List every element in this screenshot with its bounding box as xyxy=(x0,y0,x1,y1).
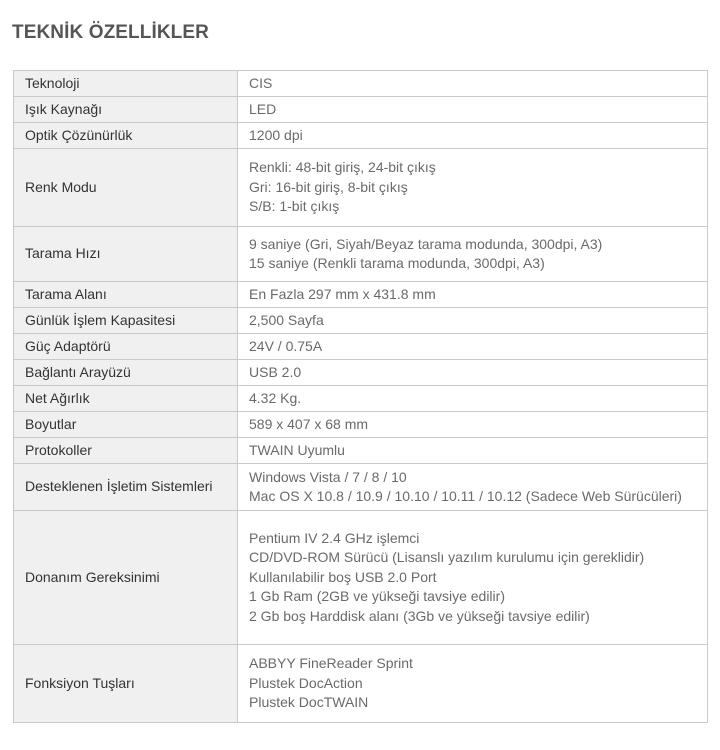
spec-value xyxy=(238,149,708,227)
spec-value-line: S/B: 1-bit çıkış xyxy=(249,198,340,215)
spec-label: Günlük İşlem Kapasitesi xyxy=(14,308,238,334)
spec-row xyxy=(14,464,708,511)
spec-value xyxy=(238,645,708,723)
spec-label: Tarama Hızı xyxy=(14,227,238,282)
spec-label: Işık Kaynağı xyxy=(14,97,238,123)
spec-row xyxy=(14,227,708,282)
spec-value-line: 4.32 Kg. xyxy=(249,389,302,406)
spec-value-line: 1200 dpi xyxy=(249,126,303,143)
spec-value xyxy=(238,438,708,464)
spec-value-line: 589 x 407 x 68 mm xyxy=(249,415,369,432)
spec-row xyxy=(14,360,708,386)
spec-value xyxy=(238,308,708,334)
spec-value-line: Plustek DocAction xyxy=(249,674,363,691)
spec-value-line: Mac OS X 10.8 / 10.9 / 10.10 / 10.11 / 10.12 (Sadece Web Sürücüleri) xyxy=(249,488,682,504)
spec-value xyxy=(238,511,708,645)
spec-value-line: Plustek DocTWAIN xyxy=(249,694,369,711)
spec-value-line: ABBYY FineReader Sprint xyxy=(249,655,413,672)
spec-value-line: Windows Vista / 7 / 8 / 10 xyxy=(249,468,407,485)
spec-value-line: 15 saniye (Renkli tarama modunda, 300dpi, A3) xyxy=(249,255,545,271)
spec-value xyxy=(238,282,708,308)
spec-row xyxy=(14,412,708,438)
spec-label: Optik Çözünürlük xyxy=(14,123,238,149)
spec-value-line: USB 2.0 xyxy=(249,363,302,380)
spec-label: Fonksiyon Tuşları xyxy=(14,645,238,723)
spec-value-line: En Fazla 297 mm x 431.8 mm xyxy=(249,285,436,302)
spec-value-line: 1 Gb Ram (2GB ve yükseği tavsiye edilir) xyxy=(249,588,505,605)
spec-label: Donanım Gereksinimi xyxy=(14,511,238,645)
spec-row xyxy=(14,282,708,308)
spec-label: Teknoloji xyxy=(14,71,238,97)
spec-value xyxy=(238,412,708,438)
spec-row xyxy=(14,97,708,123)
spec-row xyxy=(14,438,708,464)
specifications-table xyxy=(13,70,708,723)
spec-label: Net Ağırlık xyxy=(14,386,238,412)
spec-label: Güç Adaptörü xyxy=(14,334,238,360)
spec-row xyxy=(14,71,708,97)
spec-row xyxy=(14,308,708,334)
spec-value xyxy=(238,123,708,149)
spec-row xyxy=(14,645,708,723)
spec-value-line: Renkli: 48-bit giriş, 24-bit çıkış xyxy=(249,159,436,176)
spec-value-line: TWAIN Uyumlu xyxy=(249,441,345,458)
spec-label: Renk Modu xyxy=(14,149,238,227)
spec-value xyxy=(238,227,708,282)
spec-row xyxy=(14,123,708,149)
spec-value xyxy=(238,360,708,386)
spec-row xyxy=(14,149,708,227)
spec-value xyxy=(238,464,708,511)
spec-row xyxy=(14,386,708,412)
spec-row xyxy=(14,334,708,360)
spec-value xyxy=(238,334,708,360)
spec-value-line: CD/DVD-ROM Sürücü (Lisanslı yazılım kurulumu için gereklidir) xyxy=(249,549,645,566)
spec-label: Boyutlar xyxy=(14,412,238,438)
spec-value-line: LED xyxy=(249,100,277,117)
spec-value-line: 2 Gb boş Harddisk alanı (3Gb ve yükseği tavsiye edilir) xyxy=(249,607,590,624)
spec-value xyxy=(238,97,708,123)
spec-label: Bağlantı Arayüzü xyxy=(14,360,238,386)
spec-label: Protokoller xyxy=(14,438,238,464)
spec-label: Desteklenen İşletim Sistemleri xyxy=(14,464,238,511)
spec-value-line: Gri: 16-bit giriş, 8-bit çıkış xyxy=(249,178,408,195)
spec-value-line: Kullanılabilir boş USB 2.0 Port xyxy=(249,568,437,585)
page-title: TEKNİK ÖZELLİKLER xyxy=(12,22,209,43)
spec-value-line: Pentium IV 2.4 GHz işlemci xyxy=(249,529,420,546)
spec-value-line: 24V / 0.75A xyxy=(249,337,323,354)
spec-value-line: CIS xyxy=(249,74,273,91)
spec-value-line: 9 saniye (Gri, Siyah/Beyaz tarama modunda, 300dpi, A3) xyxy=(249,235,603,252)
specifications-table-body xyxy=(14,71,708,723)
spec-value xyxy=(238,71,708,97)
spec-value-line: 2,500 Sayfa xyxy=(249,311,324,328)
spec-value xyxy=(238,386,708,412)
spec-row xyxy=(14,511,708,645)
spec-label: Tarama Alanı xyxy=(14,282,238,308)
